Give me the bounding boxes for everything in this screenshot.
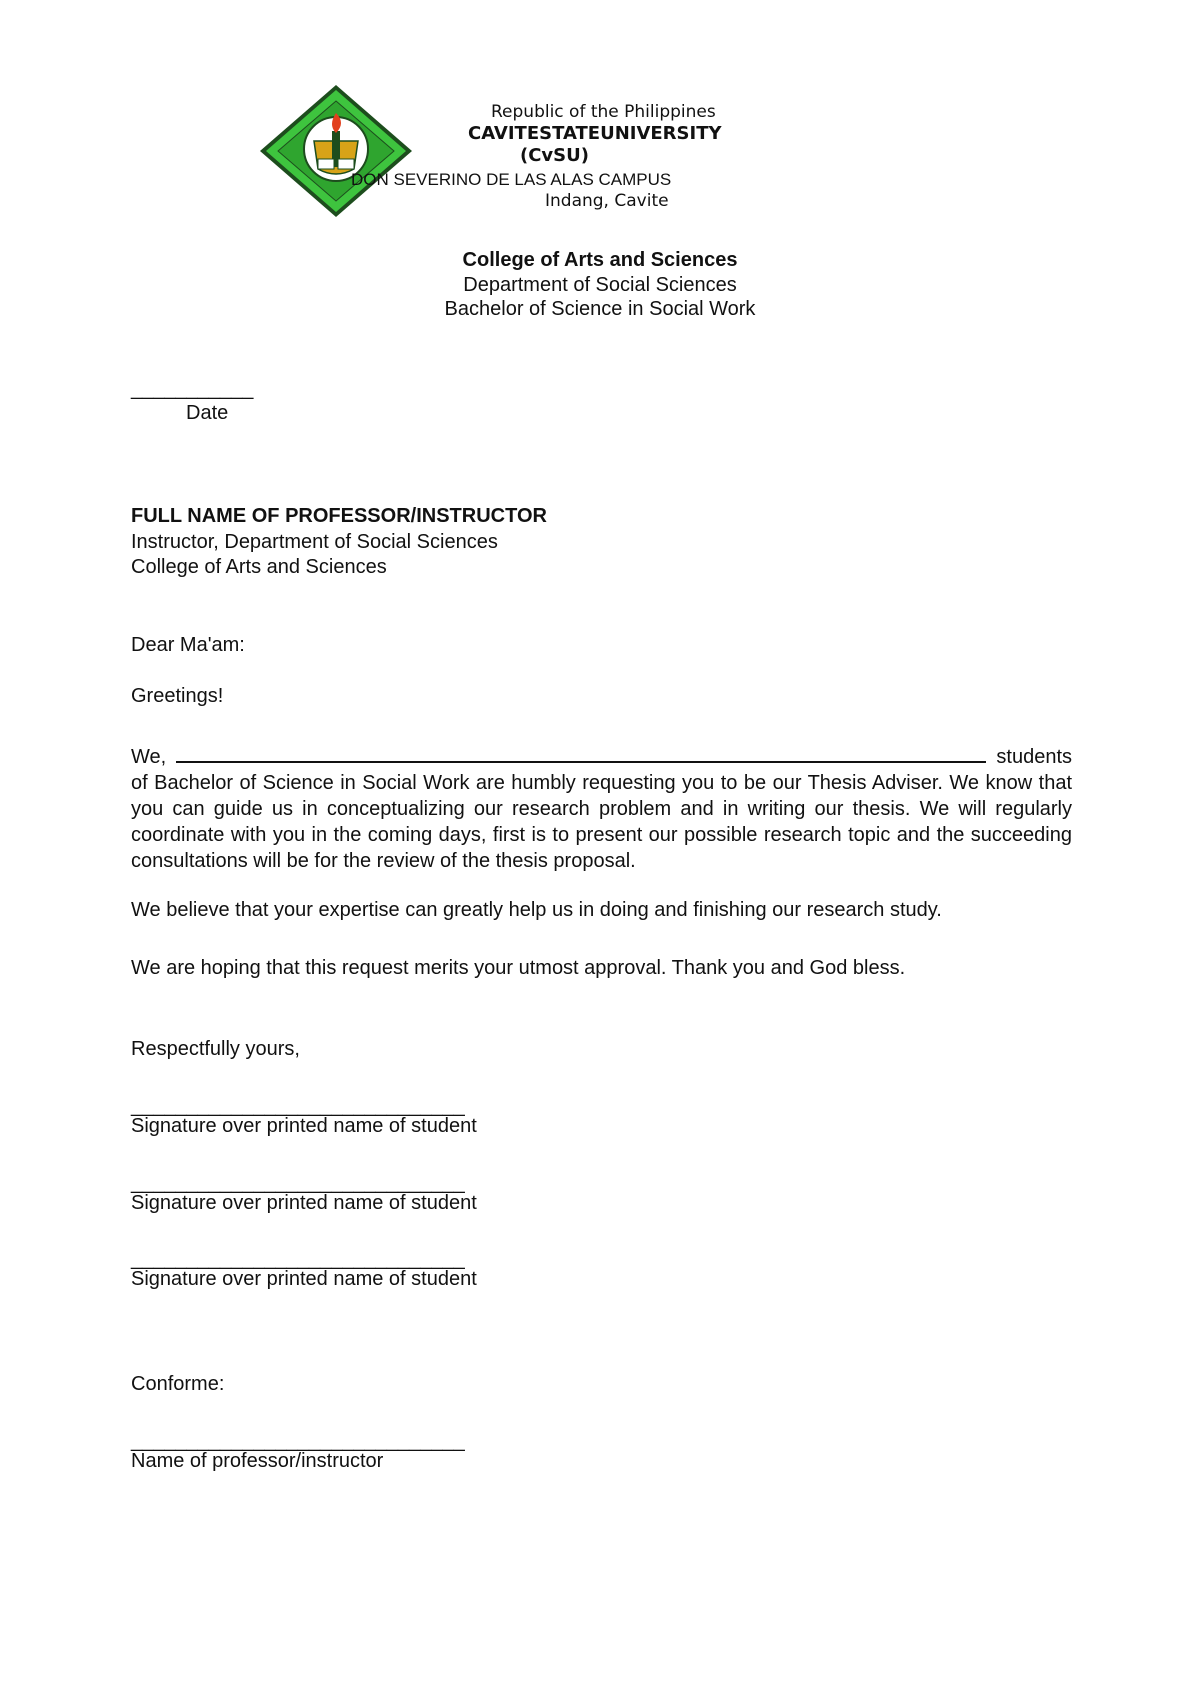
university-seal-logo	[258, 83, 414, 219]
greeting: Greetings!	[131, 685, 224, 707]
paragraph-approval: We are hoping that this request merits your utmost approval. Thank you and God bless.	[131, 957, 906, 979]
signature-line: ______________________________	[131, 1248, 465, 1270]
campus-location: Indang, Cavite	[545, 191, 669, 211]
student-names-blank	[176, 743, 986, 763]
university-abbreviation: (CvSU)	[520, 145, 589, 166]
professor-name-label: Name of professor/instructor	[131, 1450, 384, 1472]
signature-label: Signature over printed name of student	[131, 1115, 477, 1137]
paragraph-request-text: of Bachelor of Science in Social Work are humbly requesting you to be our Thesis Adviser. We know that you can guide us in conceptualizing our research problem and in writing our thesis. We will regularly coordinate with you in the coming days, first is to present our possible research topic and the succeeding consultations will be for the review of the thesis proposal.	[131, 772, 1072, 872]
paragraph-request	[131, 743, 1072, 874]
signature-label: Signature over printed name of student	[131, 1192, 477, 1214]
students-word: students	[996, 746, 1072, 768]
department-name: Department of Social Sciences	[463, 274, 737, 296]
signature-line: ______________________________	[131, 1095, 465, 1117]
university-name: CAVITESTATEUNIVERSITY	[468, 123, 722, 144]
recipient-college: College of Arts and Sciences	[131, 556, 387, 578]
closing-phrase: Respectfully yours,	[131, 1038, 300, 1060]
signature-line: ______________________________	[131, 1172, 465, 1194]
signature-label: Signature over printed name of student	[131, 1268, 477, 1290]
date-line: ___________	[131, 378, 254, 400]
program-name: Bachelor of Science in Social Work	[444, 298, 756, 320]
date-label: Date	[186, 402, 229, 424]
conforme-line: ______________________________	[131, 1430, 465, 1452]
conforme-label: Conforme:	[131, 1373, 225, 1395]
country-line: Republic of the Philippines	[491, 102, 716, 122]
we-word: We,	[131, 746, 167, 768]
campus-name: DON SEVERINO DE LAS ALAS CAMPUS	[351, 170, 672, 189]
names-blank-row	[131, 743, 1072, 770]
paragraph-expertise: We believe that your expertise can greatly help us in doing and finishing our research study.	[131, 899, 942, 921]
recipient-title: Instructor, Department of Social Sciences	[131, 531, 498, 553]
college-name: College of Arts and Sciences	[462, 249, 738, 271]
recipient-name: FULL NAME OF PROFESSOR/INSTRUCTOR	[131, 505, 547, 527]
salutation: Dear Ma'am:	[131, 634, 245, 656]
